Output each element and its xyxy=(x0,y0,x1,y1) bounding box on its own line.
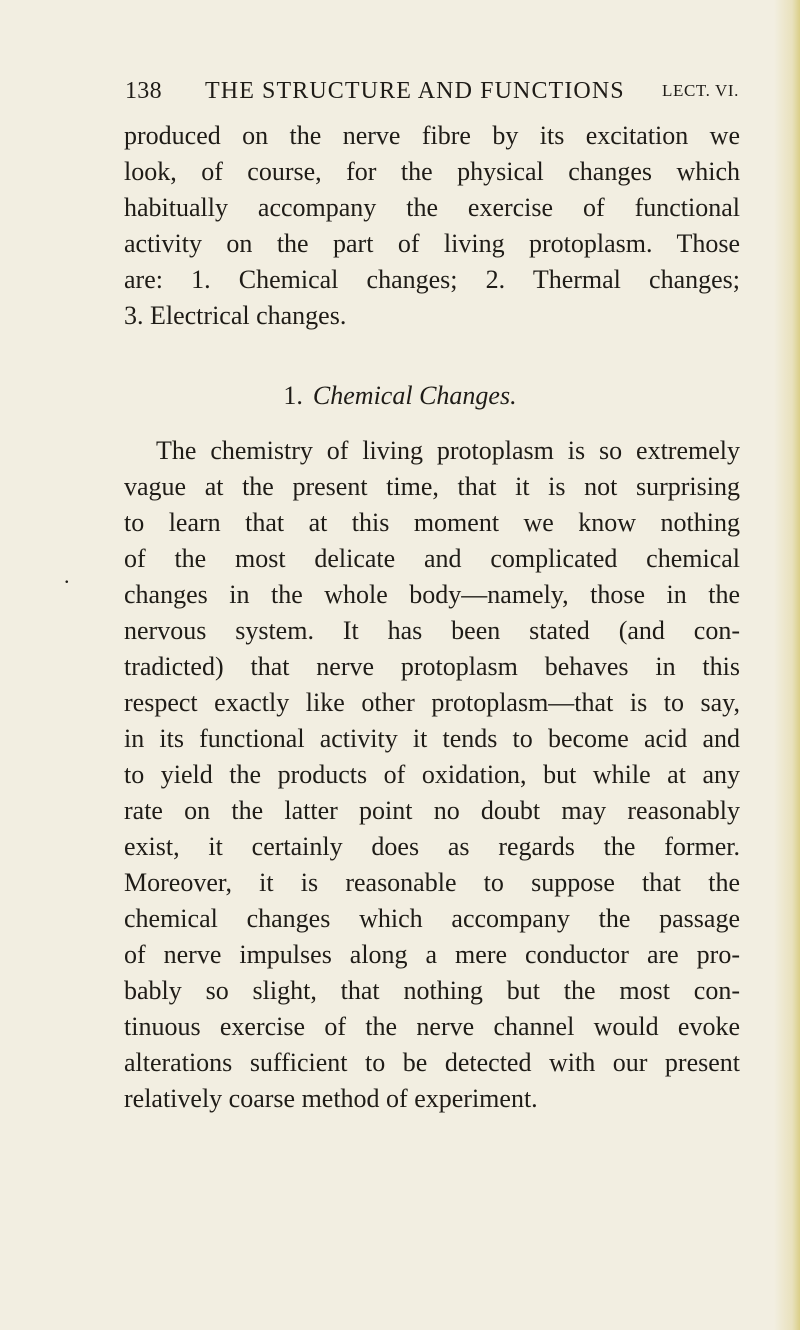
text-line: respect exactly like other protoplasm—that is to say, xyxy=(124,688,740,717)
text-line: habitually accompany the exercise of functional xyxy=(124,193,740,222)
section-heading xyxy=(0,378,800,414)
text-line: The chemistry of living protoplasm is so extremely xyxy=(156,436,740,465)
lecture-label: LECT. VI. xyxy=(661,81,739,100)
text-line: are: 1. Chemical changes; 2. Thermal changes; xyxy=(124,265,740,294)
text-line: 3. Electrical changes. xyxy=(124,301,347,330)
text-line: of the most delicate and complicated chemical xyxy=(124,544,740,573)
text-line: Moreover, it is reasonable to suppose that the xyxy=(124,868,740,897)
text-line: vague at the present time, that it is not surprising xyxy=(124,472,740,501)
text-line: rate on the latter point no doubt may reasonably xyxy=(124,796,740,825)
text-line: relatively coarse method of experiment. xyxy=(124,1084,538,1113)
section-title: Chemical Changes. xyxy=(312,381,517,410)
margin-mark: . xyxy=(64,563,70,588)
section-number: 1. xyxy=(283,381,303,410)
text-line: tinuous exercise of the nerve channel would evoke xyxy=(124,1012,740,1041)
text-line: to learn that at this moment we know nothing xyxy=(124,508,740,537)
text-line: bably so slight, that nothing but the most con- xyxy=(124,976,740,1005)
text-line: alterations sufficient to be detected with our present xyxy=(124,1048,740,1077)
text-line: of nerve impulses along a mere conductor are pro- xyxy=(124,940,740,969)
running-header xyxy=(125,78,739,108)
text-line: to yield the products of oxidation, but while at any xyxy=(124,760,740,789)
text-line: chemical changes which accompany the passage xyxy=(124,904,740,933)
text-line: changes in the whole body—namely, those in the xyxy=(124,580,740,609)
text-line: look, of course, for the physical changes which xyxy=(124,157,740,186)
page-edge-shadow xyxy=(774,0,800,1330)
text-line: tradicted) that nerve protoplasm behaves in this xyxy=(124,652,740,681)
text-line: activity on the part of living protoplasm. Those xyxy=(124,229,740,258)
text-line: exist, it certainly does as regards the former. xyxy=(124,832,740,861)
text-line: in its functional activity it tends to become acid and xyxy=(124,724,740,753)
text-line: produced on the nerve fibre by its excitation we xyxy=(124,121,740,150)
running-title: THE STRUCTURE AND FUNCTIONS xyxy=(205,78,625,104)
page-number: 138 xyxy=(125,78,162,104)
text-line: nervous system. It has been stated (and con- xyxy=(124,616,740,645)
